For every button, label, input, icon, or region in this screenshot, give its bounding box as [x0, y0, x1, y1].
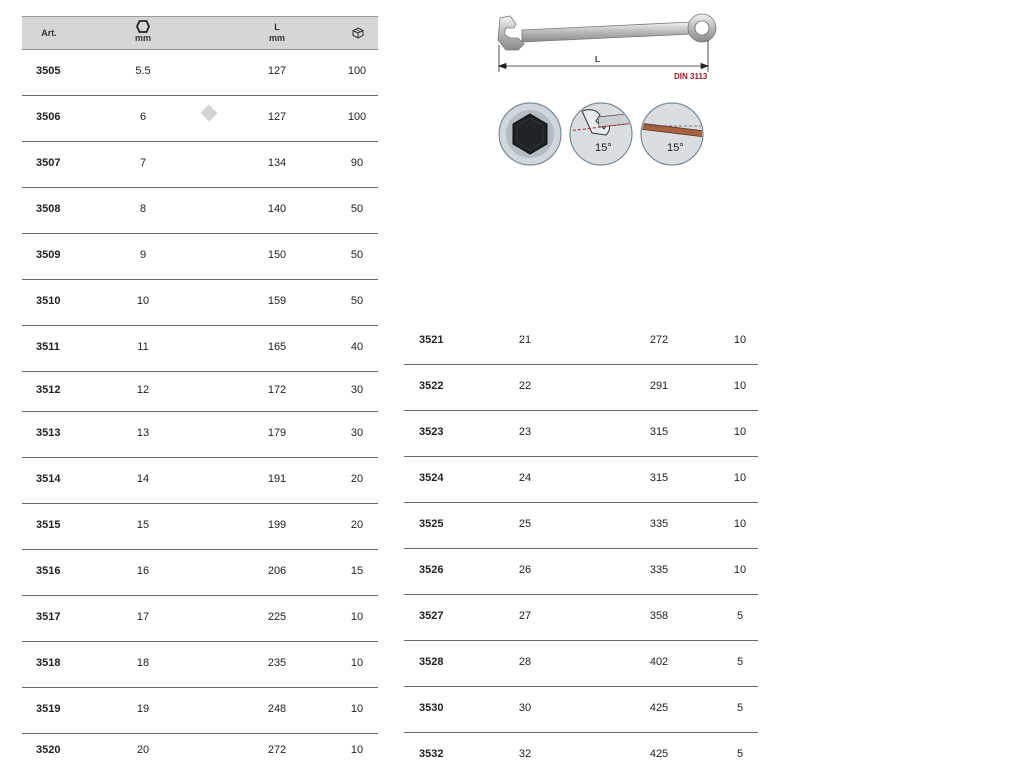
header-pack	[348, 17, 368, 49]
twelve-point-ring-detail	[497, 101, 563, 167]
article-number: 3514	[36, 473, 61, 485]
size-value: 13	[136, 427, 150, 439]
size-value: 27	[518, 610, 532, 622]
size-value: 21	[518, 334, 532, 346]
header-length-unit: mm	[268, 33, 285, 43]
pack-quantity: 90	[350, 157, 364, 169]
table-row	[404, 364, 758, 411]
article-number: 3521	[419, 334, 444, 346]
combination-wrench-icon	[498, 14, 716, 50]
article-number: 3530	[419, 702, 444, 714]
size-value: 19	[136, 703, 150, 715]
table-row	[404, 456, 758, 503]
pack-quantity: 5	[736, 748, 744, 760]
header-art: Art.	[41, 28, 57, 38]
length-value: 199	[267, 519, 287, 531]
dimension-label: L	[595, 55, 600, 64]
article-number: 3506	[36, 111, 61, 123]
size-value: 7	[139, 157, 147, 169]
table-row	[22, 411, 378, 458]
size-value: 23	[518, 426, 532, 438]
pack-quantity: 10	[350, 657, 364, 669]
angle-label-1: 15°	[595, 142, 612, 154]
article-number: 3509	[36, 249, 61, 261]
pack-quantity: 10	[733, 564, 747, 576]
size-value: 30	[518, 702, 532, 714]
article-number: 3532	[419, 748, 444, 760]
spec-table-left	[22, 16, 380, 768]
dimension-line	[499, 40, 708, 72]
pack-quantity: 40	[350, 341, 364, 353]
size-value: 17	[136, 611, 150, 623]
length-value: 315	[649, 472, 669, 484]
table-row	[22, 95, 378, 142]
pack-quantity: 5	[736, 610, 744, 622]
pack-quantity: 30	[350, 427, 364, 439]
box-icon	[352, 27, 364, 39]
table-row	[22, 371, 378, 412]
table-row	[22, 641, 378, 688]
size-value: 5.5	[135, 65, 151, 77]
open-end-angle-detail	[568, 101, 634, 167]
article-number: 3517	[36, 611, 61, 623]
pack-quantity: 5	[736, 702, 744, 714]
pack-quantity: 50	[350, 295, 364, 307]
article-number: 3522	[419, 380, 444, 392]
size-value: 25	[518, 518, 532, 530]
table-row	[404, 686, 758, 733]
article-number: 3527	[419, 610, 444, 622]
length-value: 315	[649, 426, 669, 438]
size-value: 28	[518, 656, 532, 668]
header-size	[126, 17, 160, 49]
length-value: 172	[267, 384, 287, 396]
size-value: 11	[137, 341, 149, 353]
size-value: 24	[518, 472, 532, 484]
table-row	[404, 732, 758, 778]
table-row	[22, 687, 378, 734]
article-number: 3525	[419, 518, 444, 530]
angle-label-2: 15°	[667, 142, 684, 154]
table-row	[404, 548, 758, 595]
table-row	[22, 279, 378, 326]
article-number: 3528	[419, 656, 444, 668]
table-row	[22, 141, 378, 188]
size-value: 18	[136, 657, 150, 669]
table-row	[404, 640, 758, 687]
spec-table-right	[404, 318, 760, 768]
article-number: 3520	[36, 743, 61, 756]
length-value: 159	[267, 295, 287, 307]
pack-quantity: 5	[736, 656, 744, 668]
article-number: 3515	[36, 519, 61, 531]
length-value: 272	[649, 334, 669, 346]
pack-quantity: 20	[350, 473, 364, 485]
length-value: 225	[267, 611, 287, 623]
hex-nut-icon	[136, 20, 150, 33]
length-value: 150	[267, 249, 287, 261]
length-value: 272	[267, 743, 287, 756]
size-value: 10	[136, 295, 150, 307]
table-row	[22, 187, 378, 234]
table-header	[22, 16, 378, 50]
pack-quantity: 10	[350, 703, 364, 715]
article-number: 3508	[36, 203, 61, 215]
pack-quantity: 20	[350, 519, 364, 531]
size-value: 14	[136, 473, 150, 485]
table-row	[22, 325, 378, 372]
length-value: 291	[649, 380, 669, 392]
article-number: 3524	[419, 472, 444, 484]
header-size-unit: mm	[134, 33, 151, 43]
length-value: 206	[267, 565, 287, 577]
article-number: 3507	[36, 157, 61, 169]
length-value: 248	[267, 703, 287, 715]
pack-quantity: 10	[733, 426, 747, 438]
pack-quantity: 100	[347, 65, 367, 77]
length-value: 425	[649, 748, 669, 760]
size-value: 6	[139, 111, 147, 123]
pack-quantity: 100	[347, 111, 367, 123]
table-row	[404, 410, 758, 457]
table-row	[22, 595, 378, 642]
article-number: 3519	[36, 703, 61, 715]
length-value: 165	[267, 341, 287, 353]
table-row	[22, 733, 378, 768]
article-number: 3511	[36, 341, 60, 353]
length-value: 235	[267, 657, 287, 669]
length-value: 140	[267, 203, 287, 215]
size-value: 15	[136, 519, 150, 531]
size-value: 26	[518, 564, 532, 576]
table-row	[404, 502, 758, 549]
pack-quantity: 50	[350, 249, 364, 261]
pack-quantity: 10	[733, 380, 747, 392]
article-number: 3516	[36, 565, 61, 577]
article-number: 3513	[36, 427, 61, 439]
size-value: 8	[139, 203, 147, 215]
size-value: 20	[136, 743, 150, 756]
offset-angle-detail	[639, 101, 705, 167]
pack-quantity: 15	[350, 565, 364, 577]
pack-quantity: 30	[350, 384, 364, 396]
table-row	[22, 503, 378, 550]
length-value: 134	[267, 157, 287, 169]
length-value: 179	[267, 427, 287, 439]
pack-quantity: 10	[350, 611, 364, 623]
article-number: 3505	[36, 65, 61, 77]
pack-quantity: 10	[733, 472, 747, 484]
length-value: 127	[267, 65, 287, 77]
length-value: 335	[649, 564, 669, 576]
table-row	[22, 457, 378, 504]
article-number: 3526	[419, 564, 444, 576]
pack-quantity: 10	[733, 334, 747, 346]
table-row	[404, 594, 758, 641]
size-value: 9	[139, 249, 147, 261]
length-value: 425	[649, 702, 669, 714]
pack-quantity: 10	[350, 743, 364, 756]
article-number: 3523	[419, 426, 444, 438]
size-value: 22	[518, 380, 532, 392]
size-value: 16	[136, 565, 150, 577]
table-row	[22, 233, 378, 280]
article-number: 3512	[36, 384, 61, 396]
table-row	[404, 318, 758, 365]
table-row	[22, 49, 378, 96]
size-value: 12	[136, 384, 150, 396]
pack-quantity: 10	[733, 518, 747, 530]
pack-quantity: 50	[350, 203, 364, 215]
length-value: 358	[649, 610, 669, 622]
length-value: 127	[267, 111, 287, 123]
length-value: 335	[649, 518, 669, 530]
article-number: 3518	[36, 657, 61, 669]
header-length-label: L	[274, 22, 280, 32]
size-value: 32	[518, 748, 532, 760]
length-value: 191	[267, 473, 287, 485]
length-value: 402	[649, 656, 669, 668]
article-number: 3510	[36, 295, 61, 307]
table-row	[22, 549, 378, 596]
standard-label: DIN 3113	[674, 72, 708, 81]
